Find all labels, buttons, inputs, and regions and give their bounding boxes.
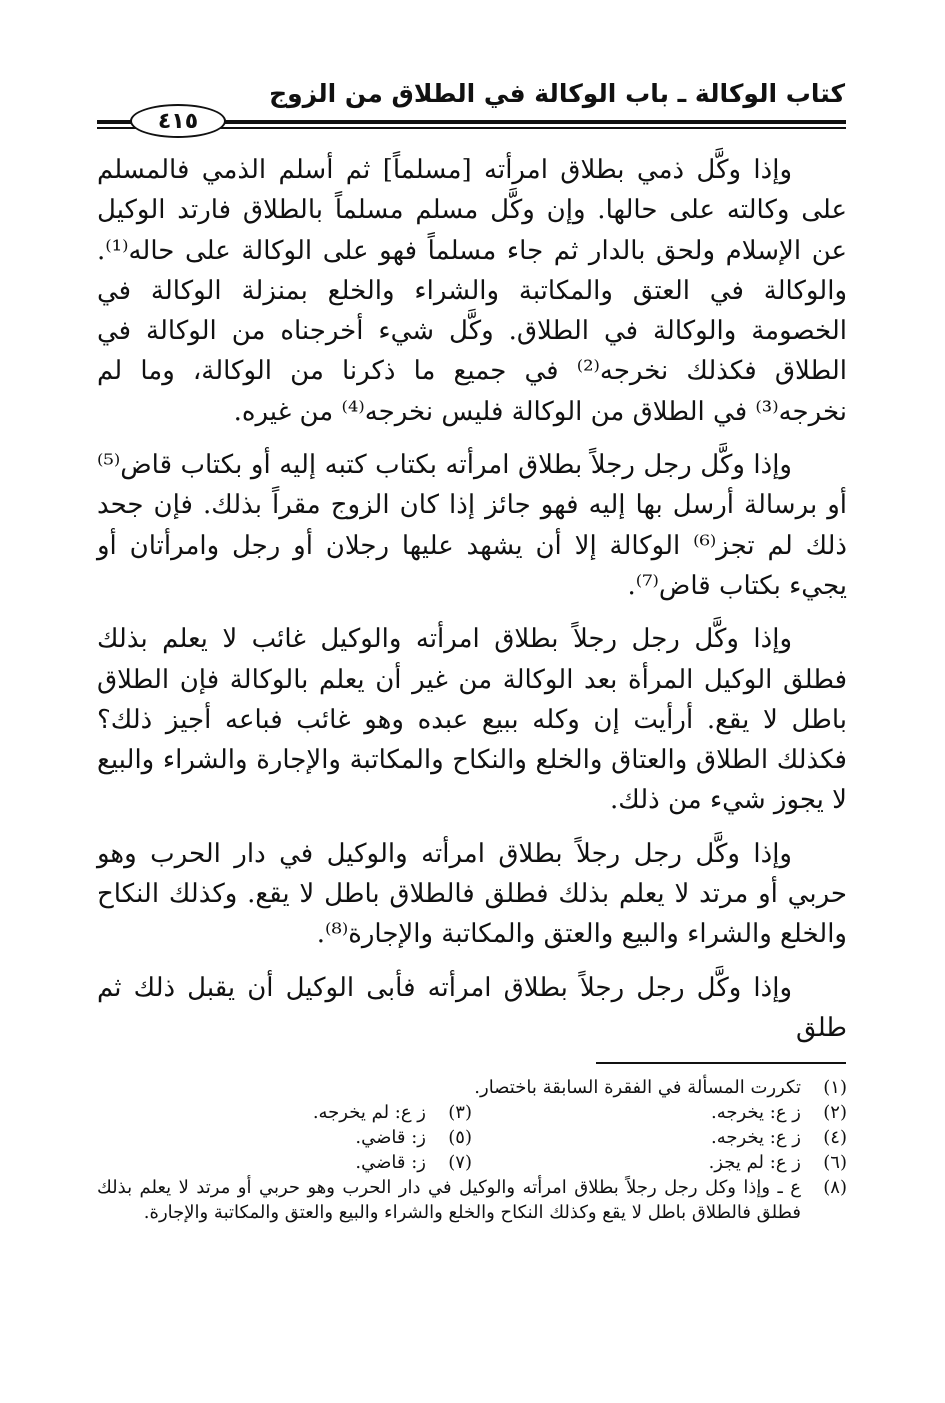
- footnote-text: ز: قاضي.: [355, 1127, 426, 1148]
- footnote-text: ز ع: لم يجز.: [708, 1152, 801, 1173]
- footnote-number: (٦): [823, 1152, 847, 1173]
- running-title: كتاب الوكالة ـ باب الوكالة في الطلاق من الزوج: [269, 79, 845, 108]
- footnote-number: (١): [823, 1077, 847, 1098]
- paragraph-3: وإذا وكَّل رجل رجلاً بطلاق امرأته والوكيل غائب لا يعلم بذلك فطلق الوكيل المرأة بعد الوكالة من غير أن يعلم بالوكالة فإن الطلاق باطل لا يقع. أرأيت إن وكله ببيع عبده وهو غائب فباعه أجيز ذلك؟ فكذلك الطلاق والعتاق والخلع والنكاح والمكاتبة والإجارة والشراء والبيع لا يجوز شيء من ذلك.: [97, 624, 847, 816]
- main-text: [97, 150, 847, 1061]
- footnote-text: ز: قاضي.: [355, 1152, 426, 1173]
- footnote-3: [97, 1100, 472, 1125]
- footnote-number: (٣): [448, 1102, 472, 1123]
- footnote-text: ز ع: يخرجه.: [711, 1102, 801, 1123]
- footnote-number: (٢): [823, 1102, 847, 1123]
- footnotes: [97, 1075, 847, 1225]
- footnote-4: [472, 1125, 847, 1150]
- footnote-number: (٤): [823, 1127, 847, 1148]
- footnote-text: تكررت المسألة في الفقرة السابقة باختصار.: [474, 1077, 801, 1098]
- footnote-7: [97, 1150, 472, 1175]
- footnote-1: [474, 1075, 847, 1100]
- paragraph-5: وإذا وكَّل رجل رجلاً بطلاق امرأته فأبى الوكيل أن يقبل ذلك ثم طلق: [97, 972, 847, 1043]
- footnote-text: ز ع: لم يخرجه.: [312, 1102, 426, 1123]
- footnote-row-4: [97, 1150, 847, 1175]
- footnote-text: ز ع: يخرجه.: [711, 1127, 801, 1148]
- paragraph-4: وإذا وكَّل رجل رجلاً بطلاق امرأته والوكيل في دار الحرب وهو حربي أو مرتد لا يعلم بذلك فطلق فالطلاق باطل لا يقع. وكذلك النكاح والخلع والشراء والبيع والعتق والمكاتبة والإجارة⁽⁸⁾.: [97, 838, 847, 950]
- footnote-row-2: [97, 1100, 847, 1125]
- footnote-text: ع ـ وإذا وكل رجل رجلاً بطلاق امرأته والوكيل في دار الحرب وهو حربي أو مرتد لا يعلم بذلك فطلق فالطلاق باطل لا يقع وكذلك النكاح والخلع والشراء والبيع والعتق والمكاتبة والإجارة.: [97, 1177, 801, 1223]
- footnote-6: [472, 1150, 847, 1175]
- paragraph-1: وإذا وكَّل ذمي بطلاق امرأته [مسلماً] ثم أسلم الذمي فالمسلم على وكالته على حالها. وإن وكَّل مسلم مسلماً بالطلاق فارتد الوكيل عن الإسلام ولحق بالدار ثم جاء مسلماً فهو على الوكالة على حاله⁽¹⁾. والوكالة في العتق والمكاتبة والشراء والخلع بمنزلة الوكالة في الخصومة والوكالة في الطلاق. وكَّل شيء أخرجناه من الوكالة في الطلاق فكذلك نخرجه⁽²⁾ في جميع ما ذكرنا من الوكالة، وما لم نخرجه⁽³⁾ في الطلاق من الوكالة فليس نخرجه⁽⁴⁾ من غيره.: [97, 155, 847, 427]
- footnote-number: (٨): [823, 1177, 847, 1198]
- page-number: ٤١٥: [130, 104, 226, 138]
- footnote-2: [472, 1100, 847, 1125]
- footnote-5: [97, 1125, 472, 1150]
- paragraph-2: وإذا وكَّل رجل رجلاً بطلاق امرأته بكتاب كتبه إليه أو بكتاب قاض⁽⁵⁾ أو برسالة أرسل بها إليه فهو جائز إذا كان الزوج مقراً بذلك. فإن جحد ذلك لم تجز⁽⁶⁾ الوكالة إلا أن يشهد عليها رجلان أو رجل وامرأتان أو يجيء بكتاب قاض⁽⁷⁾.: [97, 450, 847, 601]
- footnote-row-3: [97, 1125, 847, 1150]
- footnote-separator: [596, 1062, 846, 1064]
- footnote-number: (٥): [448, 1127, 472, 1148]
- footnote-8: [97, 1175, 847, 1225]
- footnote-number: (٧): [448, 1152, 472, 1173]
- footnote-row-1: [97, 1075, 847, 1100]
